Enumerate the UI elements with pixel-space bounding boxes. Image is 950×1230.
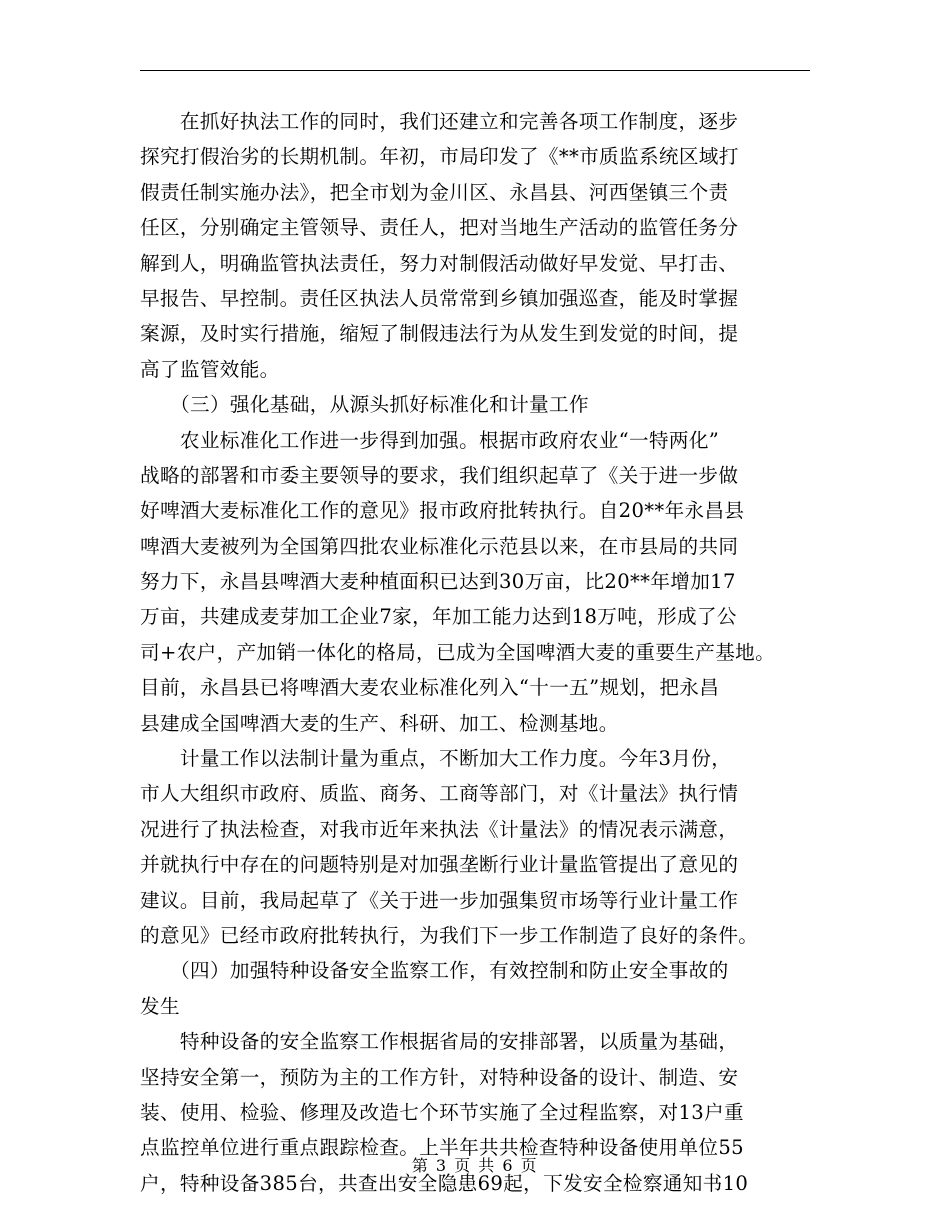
text-line: 司+农户，产加销一体化的格局，已成为全国啤酒大麦的重要生产基地。 <box>140 640 776 664</box>
section-heading: （四）加强特种设备安全监察工作，有效控制和防止安全事故的 <box>140 959 729 983</box>
page-footer: 第 3 页 共 6 页 <box>411 1156 539 1175</box>
text-line: 点监控单位进行重点跟踪检查。上半年共共检查特种设备使用单位55 <box>140 1136 744 1160</box>
text-line: 并就执行中存在的问题特别是对加强垄断行业计量监管提出了意见的 <box>140 853 739 877</box>
document-body <box>140 104 820 1201</box>
text-line: 装、使用、检验、修理及改造七个环节实施了全过程监察，对13户重 <box>140 1100 744 1124</box>
text-line: 坚持安全第一，预防为主的工作方针，对特种设备的设计、制造、安 <box>140 1065 739 1089</box>
header-rule <box>140 70 810 71</box>
text-line: 在抓好执法工作的同时，我们还建立和完善各项工作制度，逐步 <box>140 110 739 133</box>
text-line: 县建成全国啤酒大麦的生产、科研、加工、检测基地。 <box>140 711 619 735</box>
text-line: 户，特种设备385台，共查出安全隐患69起，下发安全检察通知书10 <box>140 1171 749 1195</box>
text-line: 的意见》已经市政府批转执行，为我们下一步工作制造了良好的条件。 <box>140 923 759 947</box>
text-line: 市人大组织市政府、质监、商务、工商等部门，对《计量法》执行情 <box>140 782 739 806</box>
text-line: 解到人，明确监管执法责任，努力对制假活动做好早发觉、早打击、 <box>140 251 739 275</box>
text-line: 计量工作以法制计量为重点，不断加大工作力度。今年3月份， <box>140 747 732 771</box>
text-line: 探究打假治劣的长期机制。年初，市局印发了《**市质监系统区域打 <box>140 145 739 169</box>
section-heading: 发生 <box>140 994 180 1018</box>
text-line: 万亩，共建成麦芽加工企业7家，年加工能力达到18万吨，形成了公 <box>140 605 737 629</box>
text-line: 建议。目前，我局起草了《关于进一步加强集贸市场等行业计量工作 <box>140 888 739 912</box>
text-line: 况进行了执法检查，对我市近年来执法《计量法》的情况表示满意， <box>140 817 739 841</box>
text-line: 啤酒大麦被列为全国第四批农业标准化示范县以来，在市县局的共同 <box>140 534 739 558</box>
text-line: 目前，永昌县已将啤酒大麦农业标准化列入“十一五”规划，把永昌 <box>140 676 720 700</box>
text-line: 任区，分别确定主管领导、责任人，把对当地生产活动的监管任务分 <box>140 216 739 240</box>
section-heading: （三）强化基础，从源头抓好标准化和计量工作 <box>140 393 589 417</box>
text-line: 案源，及时实行措施，缩短了制假违法行为从发生到发觉的时间，提 <box>140 322 739 346</box>
text-line: 农业标准化工作进一步得到加强。根据市政府农业“一特两化” <box>140 428 720 452</box>
text-line: 高了监管效能。 <box>140 357 280 381</box>
text-line: 好啤酒大麦标准化工作的意见》报市政府批转执行。自20**年永昌县 <box>140 499 745 523</box>
text-line: 战略的部署和市委主要领导的要求，我们组织起草了《关于进一步做 <box>140 463 739 487</box>
text-line: 早报告、早控制。责任区执法人员常常到乡镇加强巡查，能及时掌握 <box>140 286 739 310</box>
text-line: 假责任制实施办法》，把全市划为金川区、永昌县、河西堡镇三个责 <box>140 180 729 204</box>
text-line: 努力下，永昌县啤酒大麦种植面积已达到30万亩，比20**年增加17 <box>140 570 736 594</box>
text-line: 特种设备的安全监察工作根据省局的安排部署，以质量为基础， <box>140 1030 739 1054</box>
